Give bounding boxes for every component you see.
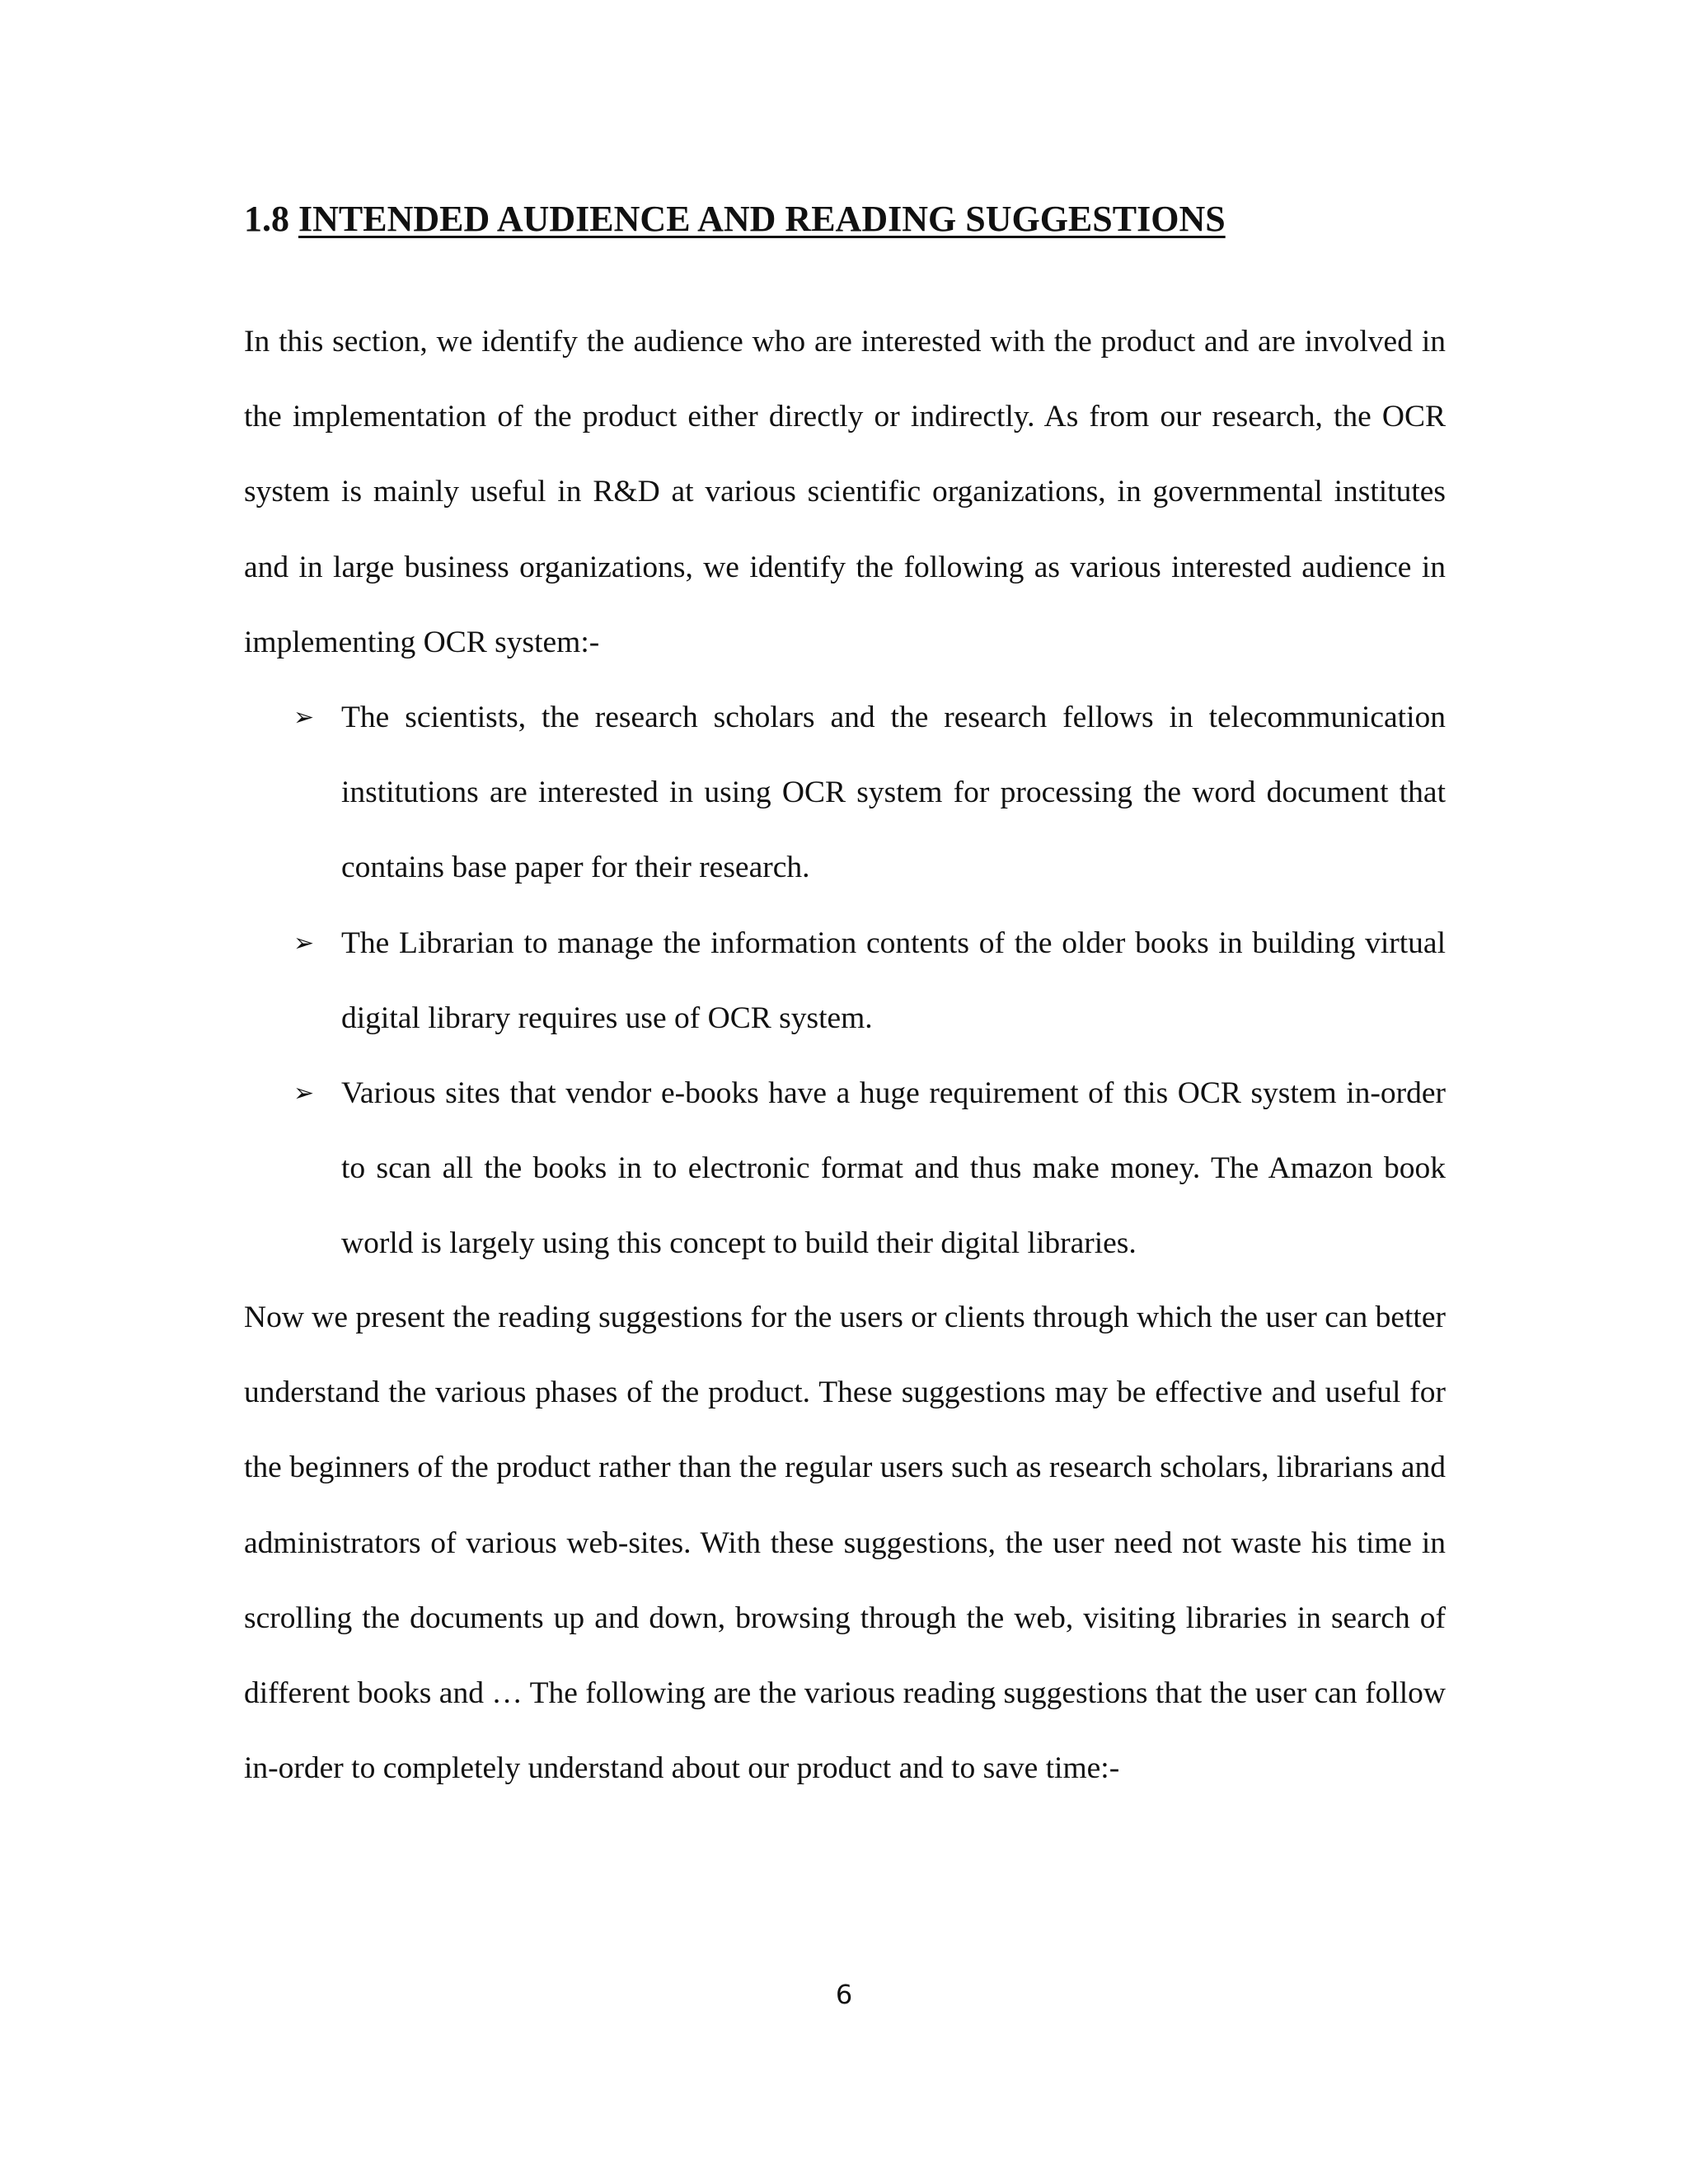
- arrowhead-bullet-icon: ➢: [293, 703, 315, 732]
- section-heading: [244, 194, 1226, 244]
- section-title: INTENDED AUDIENCE AND READING SUGGESTIONS: [298, 199, 1226, 239]
- list-item: [244, 1056, 1446, 1282]
- page-number: 6: [835, 1979, 853, 2010]
- list-item: [244, 906, 1446, 1056]
- list-item-text: The Librarian to manage the information contents of the older books in building virtual digital library requires use of OCR system.: [341, 926, 1446, 1035]
- audience-list: [244, 680, 1446, 1282]
- list-item-text: The scientists, the research scholars and the research fellows in telecommunication institutions are interested in using OCR system for processing the word document that contains base paper for their research.: [341, 701, 1446, 885]
- arrowhead-bullet-icon: ➢: [293, 1079, 315, 1108]
- section-number: 1.8: [244, 199, 289, 239]
- intro-paragraph: In this section, we identify the audience who are interested with the product and are involved in the implementation of the product either directly or indirectly. As from our research, the OCR system is mainly useful in R&D at various scientific organizations, in governmental institutes and in large business organizations, we identify the following as various interested audience in implementing OCR system:-: [244, 325, 1446, 659]
- reading-suggestions-paragraph: Now we present the reading suggestions for the users or clients through which the user can better understand the various phases of the product. These suggestions may be effective and useful for the beginners of the product rather than the regular users such as research scholars, librarians and administrators of various web-sites. With these suggestions, the user need not waste his time in scrolling the documents up and down, browsing through the web, visiting libraries in search of different books and … The following are the various reading suggestions that the user can follow in-order to completely understand about our product and to save time:-: [244, 1301, 1446, 1786]
- arrowhead-bullet-icon: ➢: [293, 928, 315, 958]
- list-item-text: Various sites that vendor e-books have a huge requirement of this OCR system in-order to scan all the books in to electronic format and thus make money. The Amazon book world is largely using this concept to build their digital libraries.: [341, 1076, 1446, 1261]
- list-item: [244, 680, 1446, 906]
